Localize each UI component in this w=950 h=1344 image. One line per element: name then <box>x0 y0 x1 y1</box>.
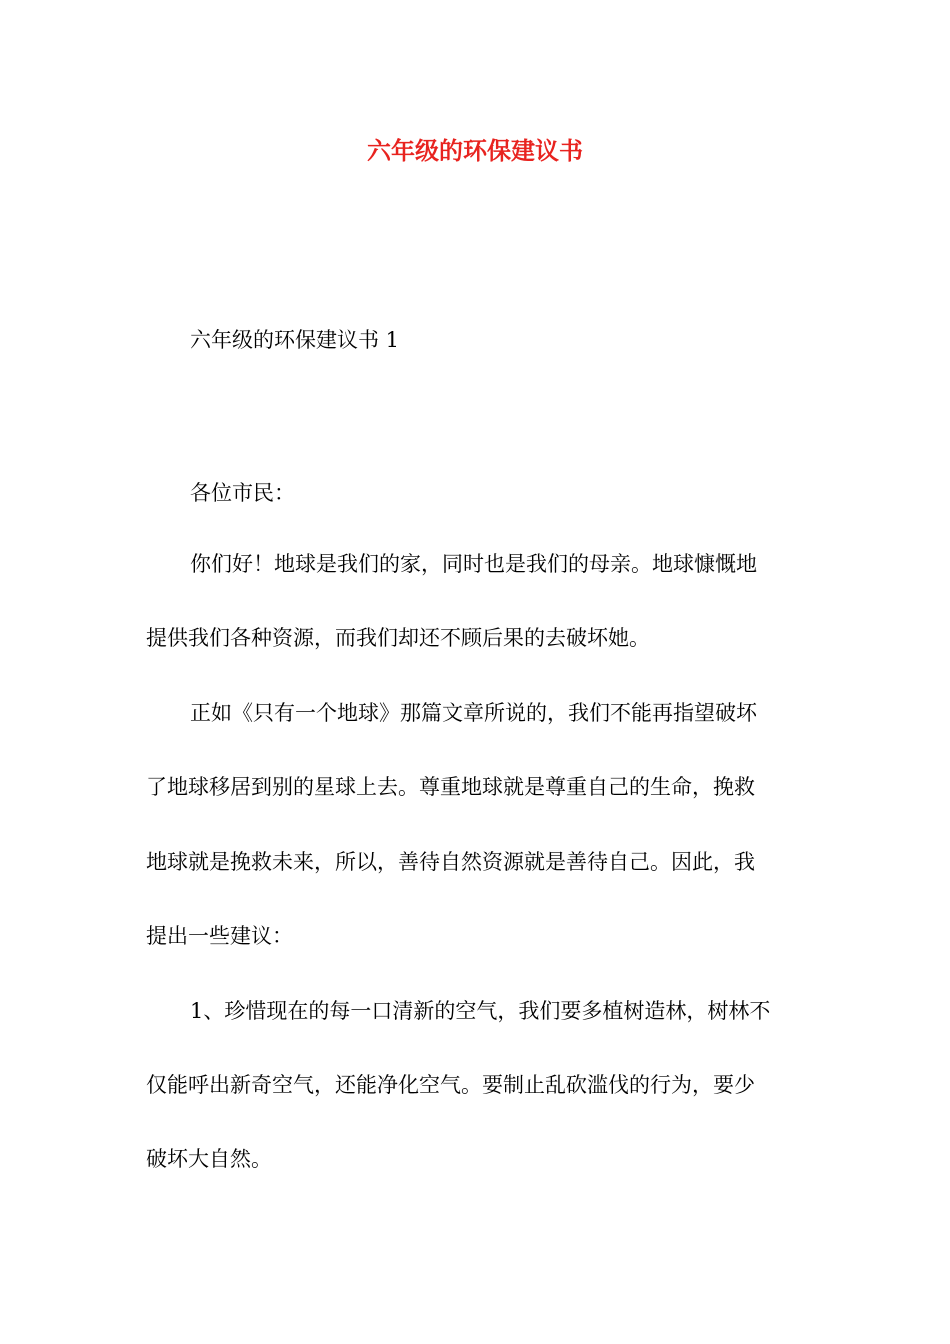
document-title: 六年级的环保建议书 <box>367 136 583 165</box>
paragraph-line-6: 提出一些建议： <box>146 924 293 948</box>
salutation: 各位市民： <box>190 481 295 505</box>
paragraph-line-2: 提供我们各种资源，而我们却还不顾后果的去破坏她。 <box>146 626 650 650</box>
paragraph-line-7: 1、珍惜现在的每一口清新的空气，我们要多植树造林，树林不 <box>190 999 771 1023</box>
paragraph-line-4: 了地球移居到别的星球上去。尊重地球就是尊重自己的生命，挽救 <box>146 775 755 799</box>
section-heading: 六年级的环保建议书 1 <box>190 328 400 352</box>
paragraph-line-1: 你们好！地球是我们的家，同时也是我们的母亲。地球慷慨地 <box>190 552 757 576</box>
paragraph-line-9: 破坏大自然。 <box>146 1147 272 1171</box>
paragraph-line-3: 正如《只有一个地球》那篇文章所说的，我们不能再指望破坏 <box>190 701 757 725</box>
paragraph-line-8: 仅能呼出新奇空气，还能净化空气。要制止乱砍滥伐的行为，要少 <box>146 1073 755 1097</box>
paragraph-line-5: 地球就是挽救未来，所以，善待自然资源就是善待自己。因此，我 <box>146 850 755 874</box>
